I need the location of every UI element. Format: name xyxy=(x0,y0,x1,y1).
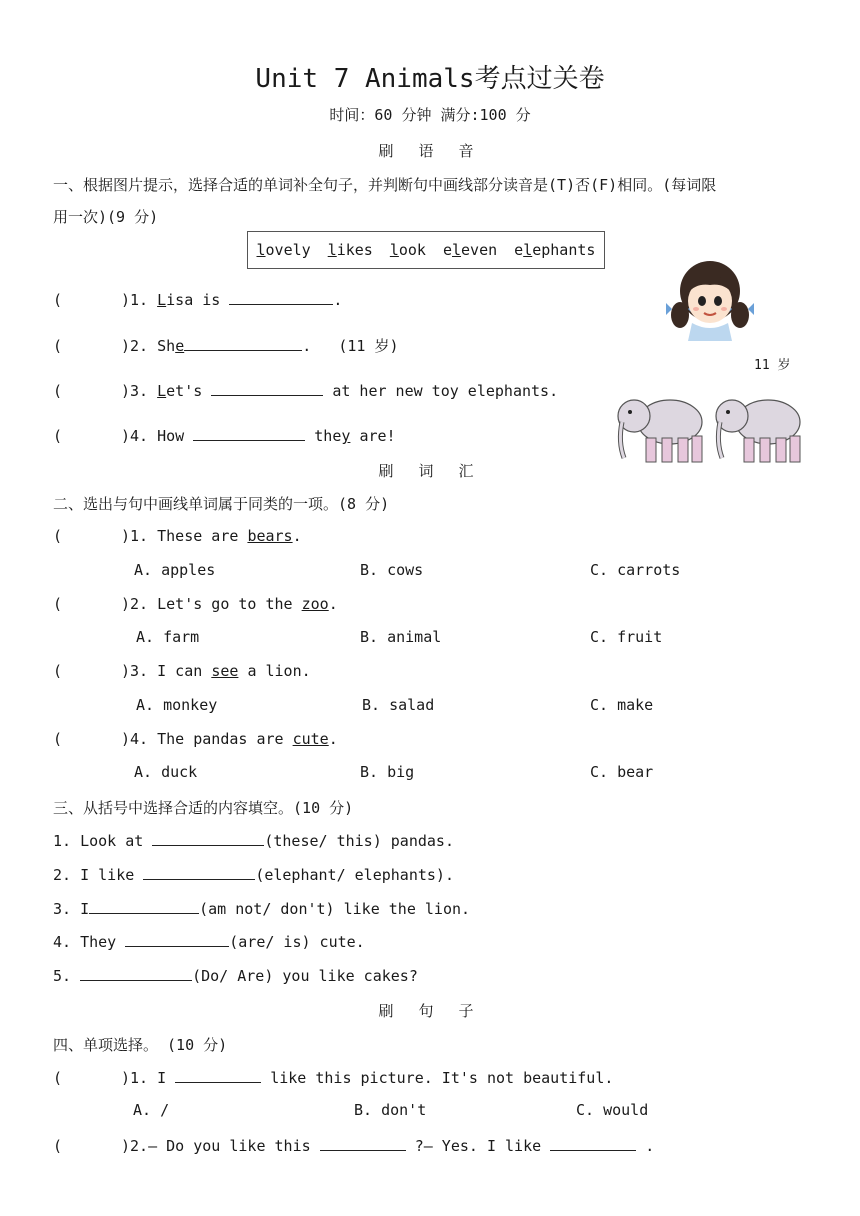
answer-blank[interactable] xyxy=(320,1136,406,1151)
word-bank xyxy=(247,231,605,269)
option-a[interactable]: A. / xyxy=(133,1101,170,1119)
girl-illustration xyxy=(664,255,756,341)
part3-instruction: 三、从括号中选择合适的内容填空。(10 分) xyxy=(53,799,354,817)
word-bank-item: lovely xyxy=(256,241,311,259)
answer-blank[interactable] xyxy=(125,932,229,947)
option-b[interactable]: B. big xyxy=(360,763,415,781)
word-bank-item: eleven xyxy=(442,241,498,259)
answer-blank[interactable] xyxy=(229,290,333,305)
option-c[interactable]: C. carrots xyxy=(590,561,681,579)
answer-blank[interactable] xyxy=(152,831,264,846)
answer-blank[interactable] xyxy=(89,899,199,914)
part3-item-4: 4. They (are/ is) cute. xyxy=(53,933,365,951)
answer-blank[interactable] xyxy=(184,336,302,351)
answer-blank[interactable] xyxy=(175,1068,261,1083)
option-b[interactable]: B. salad xyxy=(362,696,435,714)
option-c[interactable]: C. would xyxy=(576,1101,649,1119)
section-sentences: 刷 句 子 xyxy=(378,1002,482,1020)
part3-item-5: 5. (Do/ Are) you like cakes? xyxy=(53,967,418,985)
option-a[interactable]: A. apples xyxy=(134,561,216,579)
part2-question-2: ( )2. Let's go to the zoo. xyxy=(53,595,338,613)
option-c[interactable]: C. fruit xyxy=(590,628,663,646)
option-b[interactable]: B. don't xyxy=(354,1101,427,1119)
word-bank-item: likes xyxy=(327,241,373,259)
exam-info: 时间：60 分钟 满分:100 分 xyxy=(329,106,531,124)
part1-question-2: ( )2. She . (11 岁) xyxy=(53,337,399,355)
age-label: 11 岁 xyxy=(754,358,791,373)
part4-instruction: 四、单项选择。 (10 分) xyxy=(53,1036,228,1054)
answer-blank[interactable] xyxy=(80,966,192,981)
part4-question-2: ( )2.— Do you like this ?— Yes. I like . xyxy=(53,1137,655,1155)
part3-item-3: 3. I (am not/ don't) like the lion. xyxy=(53,900,471,918)
option-c[interactable]: C. make xyxy=(590,696,654,714)
part2-instruction: 二、选出与句中画线单词属于同类的一项。(8 分) xyxy=(53,495,390,513)
option-a[interactable]: A. farm xyxy=(136,628,200,646)
part1-question-3: ( )3. Let's at her new toy elephants. xyxy=(53,382,559,400)
part4-question-1: ( )1. I like this picture. It's not beautiful. xyxy=(53,1069,614,1087)
part3-item-1: 1. Look at (these/ this) pandas. xyxy=(53,832,454,850)
part1-question-4: ( )4. How they are! xyxy=(53,427,396,445)
word-bank-item: elephants xyxy=(514,241,596,259)
part1-question-1: ( )1. Lisa is . xyxy=(53,291,343,309)
elephants-illustration xyxy=(612,388,808,468)
part1-instruction-cont: 用一次)(9 分) xyxy=(53,208,159,226)
part2-question-3: ( )3. I can see a lion. xyxy=(53,662,311,680)
option-a[interactable]: A. monkey xyxy=(136,696,218,714)
part2-question-1: ( )1. These are bears. xyxy=(53,527,302,545)
part2-question-4: ( )4. The pandas are cute. xyxy=(53,730,338,748)
option-b[interactable]: B. animal xyxy=(360,628,442,646)
section-vocab: 刷 词 汇 xyxy=(378,462,482,480)
answer-blank[interactable] xyxy=(211,381,323,396)
option-a[interactable]: A. duck xyxy=(134,763,198,781)
answer-blank[interactable] xyxy=(193,426,305,441)
part3-item-2: 2. I like (elephant/ elephants). xyxy=(53,866,454,884)
word-bank-item: look xyxy=(389,241,426,259)
section-phonics: 刷 语 音 xyxy=(378,142,482,160)
answer-blank[interactable] xyxy=(143,865,255,880)
option-b[interactable]: B. cows xyxy=(360,561,424,579)
page-title: Unit 7 Animals考点过关卷 xyxy=(255,64,605,94)
part1-instruction: 一、根据图片提示，选择合适的单词补全句子，并判断句中画线部分读音是(T)否(F)相同。(每词限 xyxy=(53,176,717,194)
answer-blank[interactable] xyxy=(550,1136,636,1151)
option-c[interactable]: C. bear xyxy=(590,763,654,781)
